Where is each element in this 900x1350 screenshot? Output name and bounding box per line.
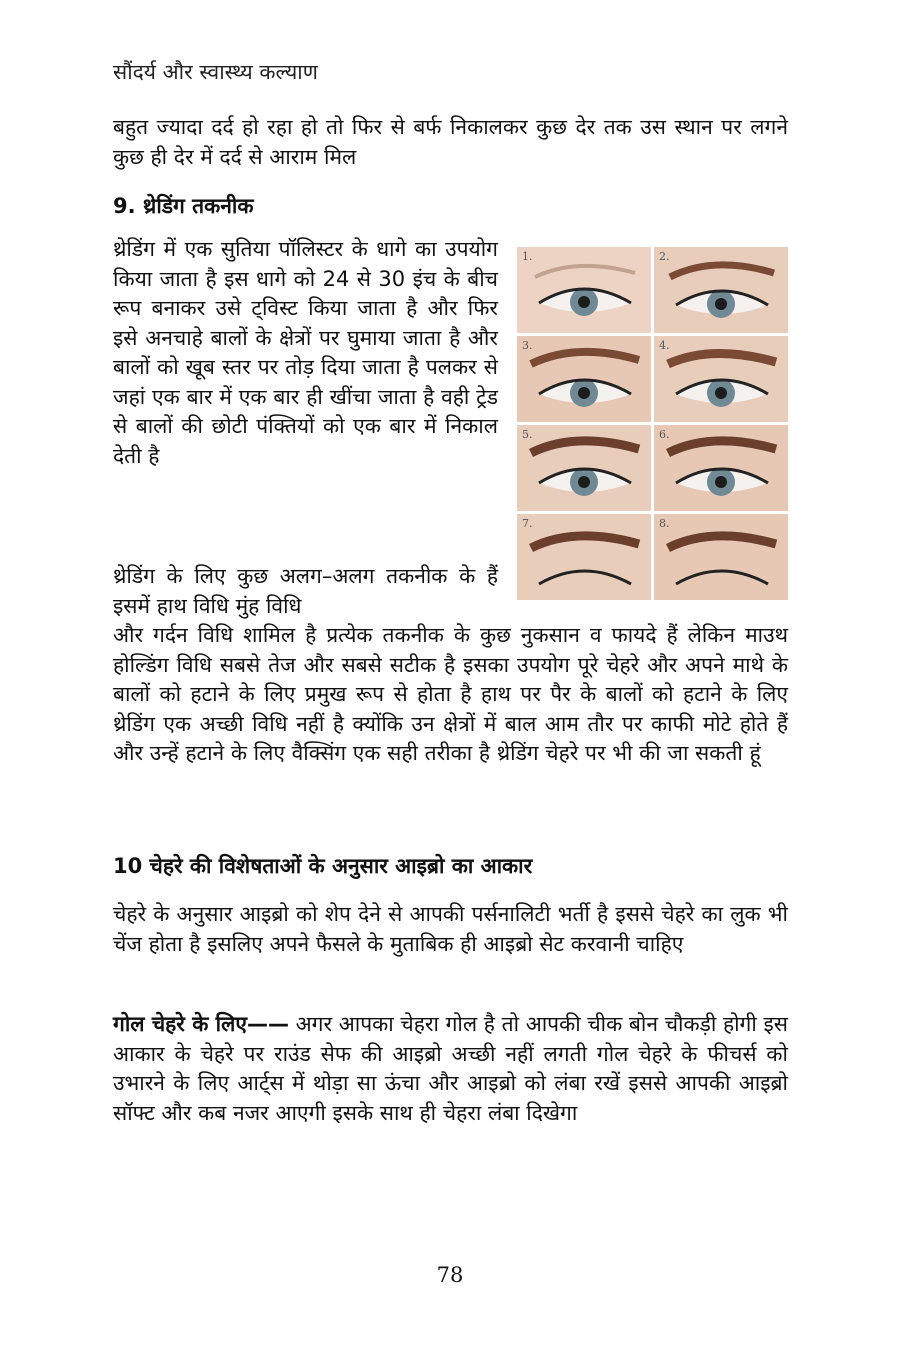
figure-label: 8. <box>659 517 670 530</box>
eyebrow-photo-3 <box>517 336 651 422</box>
threading-paragraph-1: थ्रेडिंग में एक सुतिया पॉलिस्टर के धागे का उपयोग किया जाता है इस धागे को 24 से 30 इंच के बीच रूप बनाकर उसे ट्विस्ट किया जाता है और फिर इसे अनचाहे बालों के क्षेत्रों पर घुमाया जाता है और बालों को खूब स्तर पर तोड़ दिया जाता है पलकर से जहां एक बार में एक बार ही खींचा जाता है वही ट्रेड से बालों की छोटी पंक्तियों को एक बार में निकाल देती है <box>113 237 498 468</box>
face-shape-paragraph: चेहरे के अनुसार आइब्रो को शेप देने से आपकी पर्सनालिटी भर्ती है इससे चेहरे का लुक भी चेंज होता है इसलिए अपने फैसले के मुताबिक ही आइब्रो सेट करवानी चाहिए <box>113 902 788 956</box>
figure-label: 5. <box>522 428 533 441</box>
eye-illustration <box>517 425 651 511</box>
section-heading-threading: 9. थ्रेडिंग तकनीक <box>113 194 254 218</box>
eye-illustration <box>517 514 651 600</box>
section-heading-face-shape: 10 चेहरे की विशेषताओं के अनुसार आइब्रो का आकार <box>113 854 533 878</box>
figure-label: 3. <box>522 339 533 352</box>
figure-label: 6. <box>659 428 670 441</box>
eyebrow-photo-5 <box>517 425 651 511</box>
eyebrow-photo-6 <box>654 425 788 511</box>
threading-paragraph-2-start: थ्रेडिंग के लिए कुछ अलग–अलग तकनीक के हैं इसमें हाथ विधि मुंह विधि <box>113 564 498 618</box>
intro-paragraph: बहुत ज्यादा दर्द हो रहा हो तो फिर से बर्फ निकालकर कुछ देर तक उस स्थान पर लगने कुछ ही देर में दर्द से आराम मिल <box>113 115 788 169</box>
eye-illustration <box>654 425 788 511</box>
page-number: 78 <box>436 1263 464 1287</box>
round-face-paragraph <box>113 1010 788 1128</box>
eye-illustration <box>517 247 651 333</box>
figure-label: 7. <box>522 517 533 530</box>
figure-label: 4. <box>659 339 670 352</box>
eyebrow-photo-8 <box>654 514 788 600</box>
eye-illustration <box>654 247 788 333</box>
eye-illustration <box>517 336 651 422</box>
eyebrow-photo-2 <box>654 247 788 333</box>
eyebrow-photo-7 <box>517 514 651 600</box>
eye-illustration <box>654 336 788 422</box>
round-face-lead: गोल चेहरे के लिए—— <box>113 1012 289 1036</box>
eyebrow-photo-1 <box>517 247 651 333</box>
figure-label: 1. <box>522 250 533 263</box>
eyebrow-photo-4 <box>654 336 788 422</box>
eye-illustration <box>654 514 788 600</box>
eyebrow-shaping-figure <box>517 247 788 600</box>
running-head: सौंदर्य और स्वास्थ्य कल्याण <box>113 60 318 84</box>
figure-label: 2. <box>659 250 670 263</box>
threading-paragraph-2-continued: और गर्दन विधि शामिल है प्रत्येक तकनीक के कुछ नुकसान व फायदे हैं लेकिन माउथ होल्डिंग विधि सबसे तेज और सबसे सटीक है इसका उपयोग पूरे चेहरे और अपने माथे के बालों को हटाने के लिए प्रमुख रूप से होता है हाथ पर पैर के बालों को हटाने के लिए थ्रेडिंग एक अच्छी विधि नहीं है क्योंकि उन क्षेत्रों में बाल आम तौर पर काफी मोटे होते हैं और उन्हें हटाने के लिए वैक्सिंग एक सही तरीका है थ्रेडिंग चेहरे पर भी की जा सकती हूं <box>113 623 788 765</box>
round-face-text: अगर आपका चेहरा गोल है तो आपकी चीक बोन चौकड़ी होगी इस आकार के चेहरे पर राउंड सेफ की आइब्रो अच्छी नहीं लगती गोल चेहरे के फीचर्स को उभारने के लिए आर्ट्स में थोड़ा सा ऊंचा और आइब्रो को लंबा रखें इससे आपकी आइब्रो सॉफ्ट और कब नजर आएगी इसके साथ ही चेहरा लंबा दिखेगा <box>113 1012 788 1125</box>
